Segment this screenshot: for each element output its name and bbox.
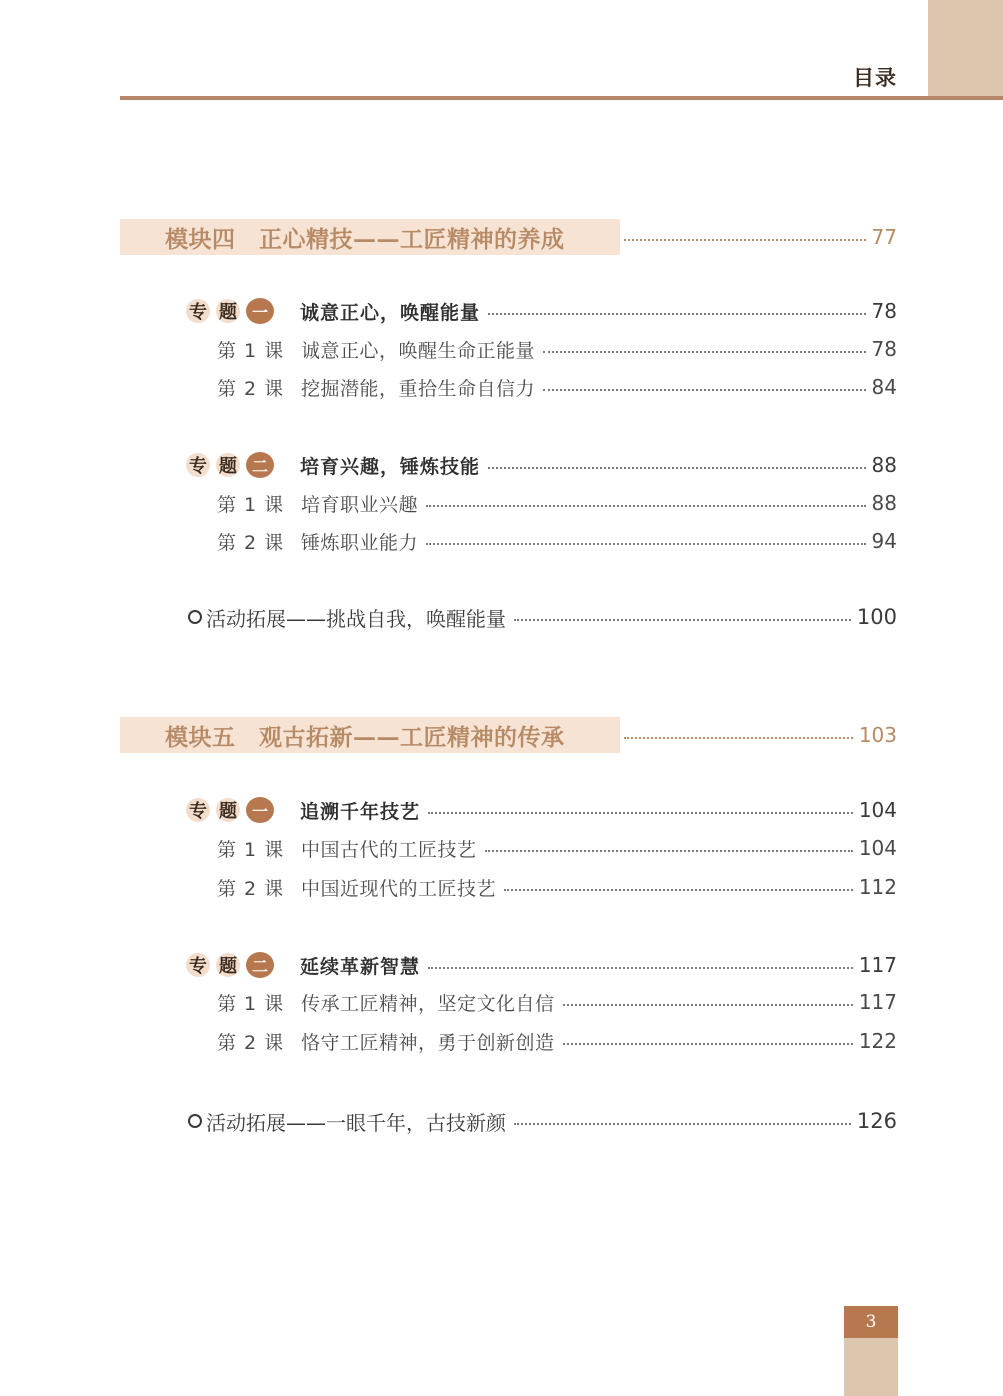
lesson-title: 恪守工匠精神，勇于创新创造 [301,1031,555,1054]
page-number-tab [844,1338,898,1396]
toc-topic[interactable] [186,450,897,480]
dot-leader [543,351,866,353]
dot-leader [514,619,851,621]
page-ref: 78 [871,299,897,323]
circle-icon [188,610,202,624]
toc-lesson[interactable] [217,1026,897,1056]
lesson-label: 第 1 课 [217,992,285,1015]
lesson-label: 第 2 课 [217,877,285,900]
lesson-label: 第 1 课 [217,339,285,362]
toc-module-4[interactable] [120,219,897,255]
page-ref: 117 [858,990,897,1014]
dot-leader [624,239,866,241]
toc-activity[interactable] [188,601,897,633]
topic-number-badge: 二 [246,452,274,478]
module-title: 模块四 正心精技——工匠精神的养成 [165,225,565,253]
toc-topic[interactable] [186,795,897,825]
topic-char: 专 [186,953,210,977]
topic-char: 题 [216,299,240,323]
toc-topic[interactable] [186,950,897,980]
topic-char: 专 [186,798,210,822]
dot-leader [624,737,853,739]
page-ref: 126 [856,1109,897,1133]
lesson-title: 传承工匠精神，坚定文化自信 [301,992,555,1015]
dot-leader [428,967,853,969]
dot-leader [504,889,853,891]
dot-leader [426,505,866,507]
module-title: 模块五 观古拓新——工匠精神的传承 [165,723,565,751]
module-band [120,219,620,255]
activity-title: 活动拓展——一眼千年，古技新颜 [206,1110,506,1135]
page-ref: 117 [858,953,897,977]
dot-leader [488,467,866,469]
lesson-label: 第 2 课 [217,531,285,554]
toc-lesson[interactable] [217,987,897,1017]
toc-lesson[interactable] [217,833,897,863]
topic-badge [186,298,274,324]
topic-char: 题 [216,798,240,822]
topic-number-badge: 二 [246,952,274,978]
dot-leader [543,389,866,391]
topic-char: 题 [216,453,240,477]
page-ref: 122 [858,1029,897,1053]
lesson-label: 第 1 课 [217,493,285,516]
page-ref: 103 [858,723,897,747]
toc-module-5[interactable] [120,717,897,753]
topic-title: 追溯千年技艺 [300,800,421,823]
dot-leader [426,543,866,545]
toc-lesson[interactable] [217,488,897,518]
topic-number-badge: 一 [246,298,274,324]
topic-title: 诚意正心，唤醒能量 [300,301,481,324]
toc-lesson[interactable] [217,334,897,364]
toc-topic[interactable] [186,296,897,326]
dot-leader [485,850,853,852]
topic-badge [186,952,274,978]
page-ref: 78 [871,337,897,361]
topic-char: 专 [186,299,210,323]
activity-title: 活动拓展——挑战自我，唤醒能量 [206,606,506,631]
page-ref: 88 [871,491,897,515]
dot-leader [488,313,866,315]
topic-badge [186,797,274,823]
lesson-title: 挖掘潜能，重拾生命自信力 [301,377,536,400]
topic-char: 题 [216,953,240,977]
page-ref: 84 [871,375,897,399]
lesson-title: 诚意正心，唤醒生命正能量 [301,339,536,362]
page-header-title: 目录 [853,65,897,90]
dot-leader [514,1123,851,1125]
toc-activity[interactable] [188,1105,897,1137]
page-ref: 77 [871,225,897,249]
dot-leader [563,1004,853,1006]
module-band [120,717,620,753]
lesson-label: 第 2 课 [217,377,285,400]
page-ref: 100 [856,605,897,629]
topic-badge [186,452,274,478]
lesson-title: 中国近现代的工匠技艺 [301,877,497,900]
dot-leader [428,812,853,814]
lesson-title: 培育职业兴趣 [301,493,419,516]
lesson-label: 第 1 课 [217,838,285,861]
corner-decoration [928,0,1003,97]
header-divider [120,96,1003,100]
topic-number-badge: 一 [246,797,274,823]
lesson-title: 锤炼职业能力 [301,531,419,554]
page-ref: 94 [871,529,897,553]
page-number: 3 [844,1306,898,1338]
toc-lesson[interactable] [217,526,897,556]
topic-char: 专 [186,453,210,477]
dot-leader [563,1043,853,1045]
circle-icon [188,1114,202,1128]
lesson-title: 中国古代的工匠技艺 [301,838,477,861]
page-ref: 104 [858,798,897,822]
topic-title: 延续革新智慧 [300,955,421,978]
toc-lesson[interactable] [217,372,897,402]
page-ref: 104 [858,836,897,860]
topic-title: 培育兴趣，锤炼技能 [300,455,481,478]
page-ref: 88 [871,453,897,477]
lesson-label: 第 2 课 [217,1031,285,1054]
toc-lesson[interactable] [217,872,897,902]
page-ref: 112 [858,875,897,899]
